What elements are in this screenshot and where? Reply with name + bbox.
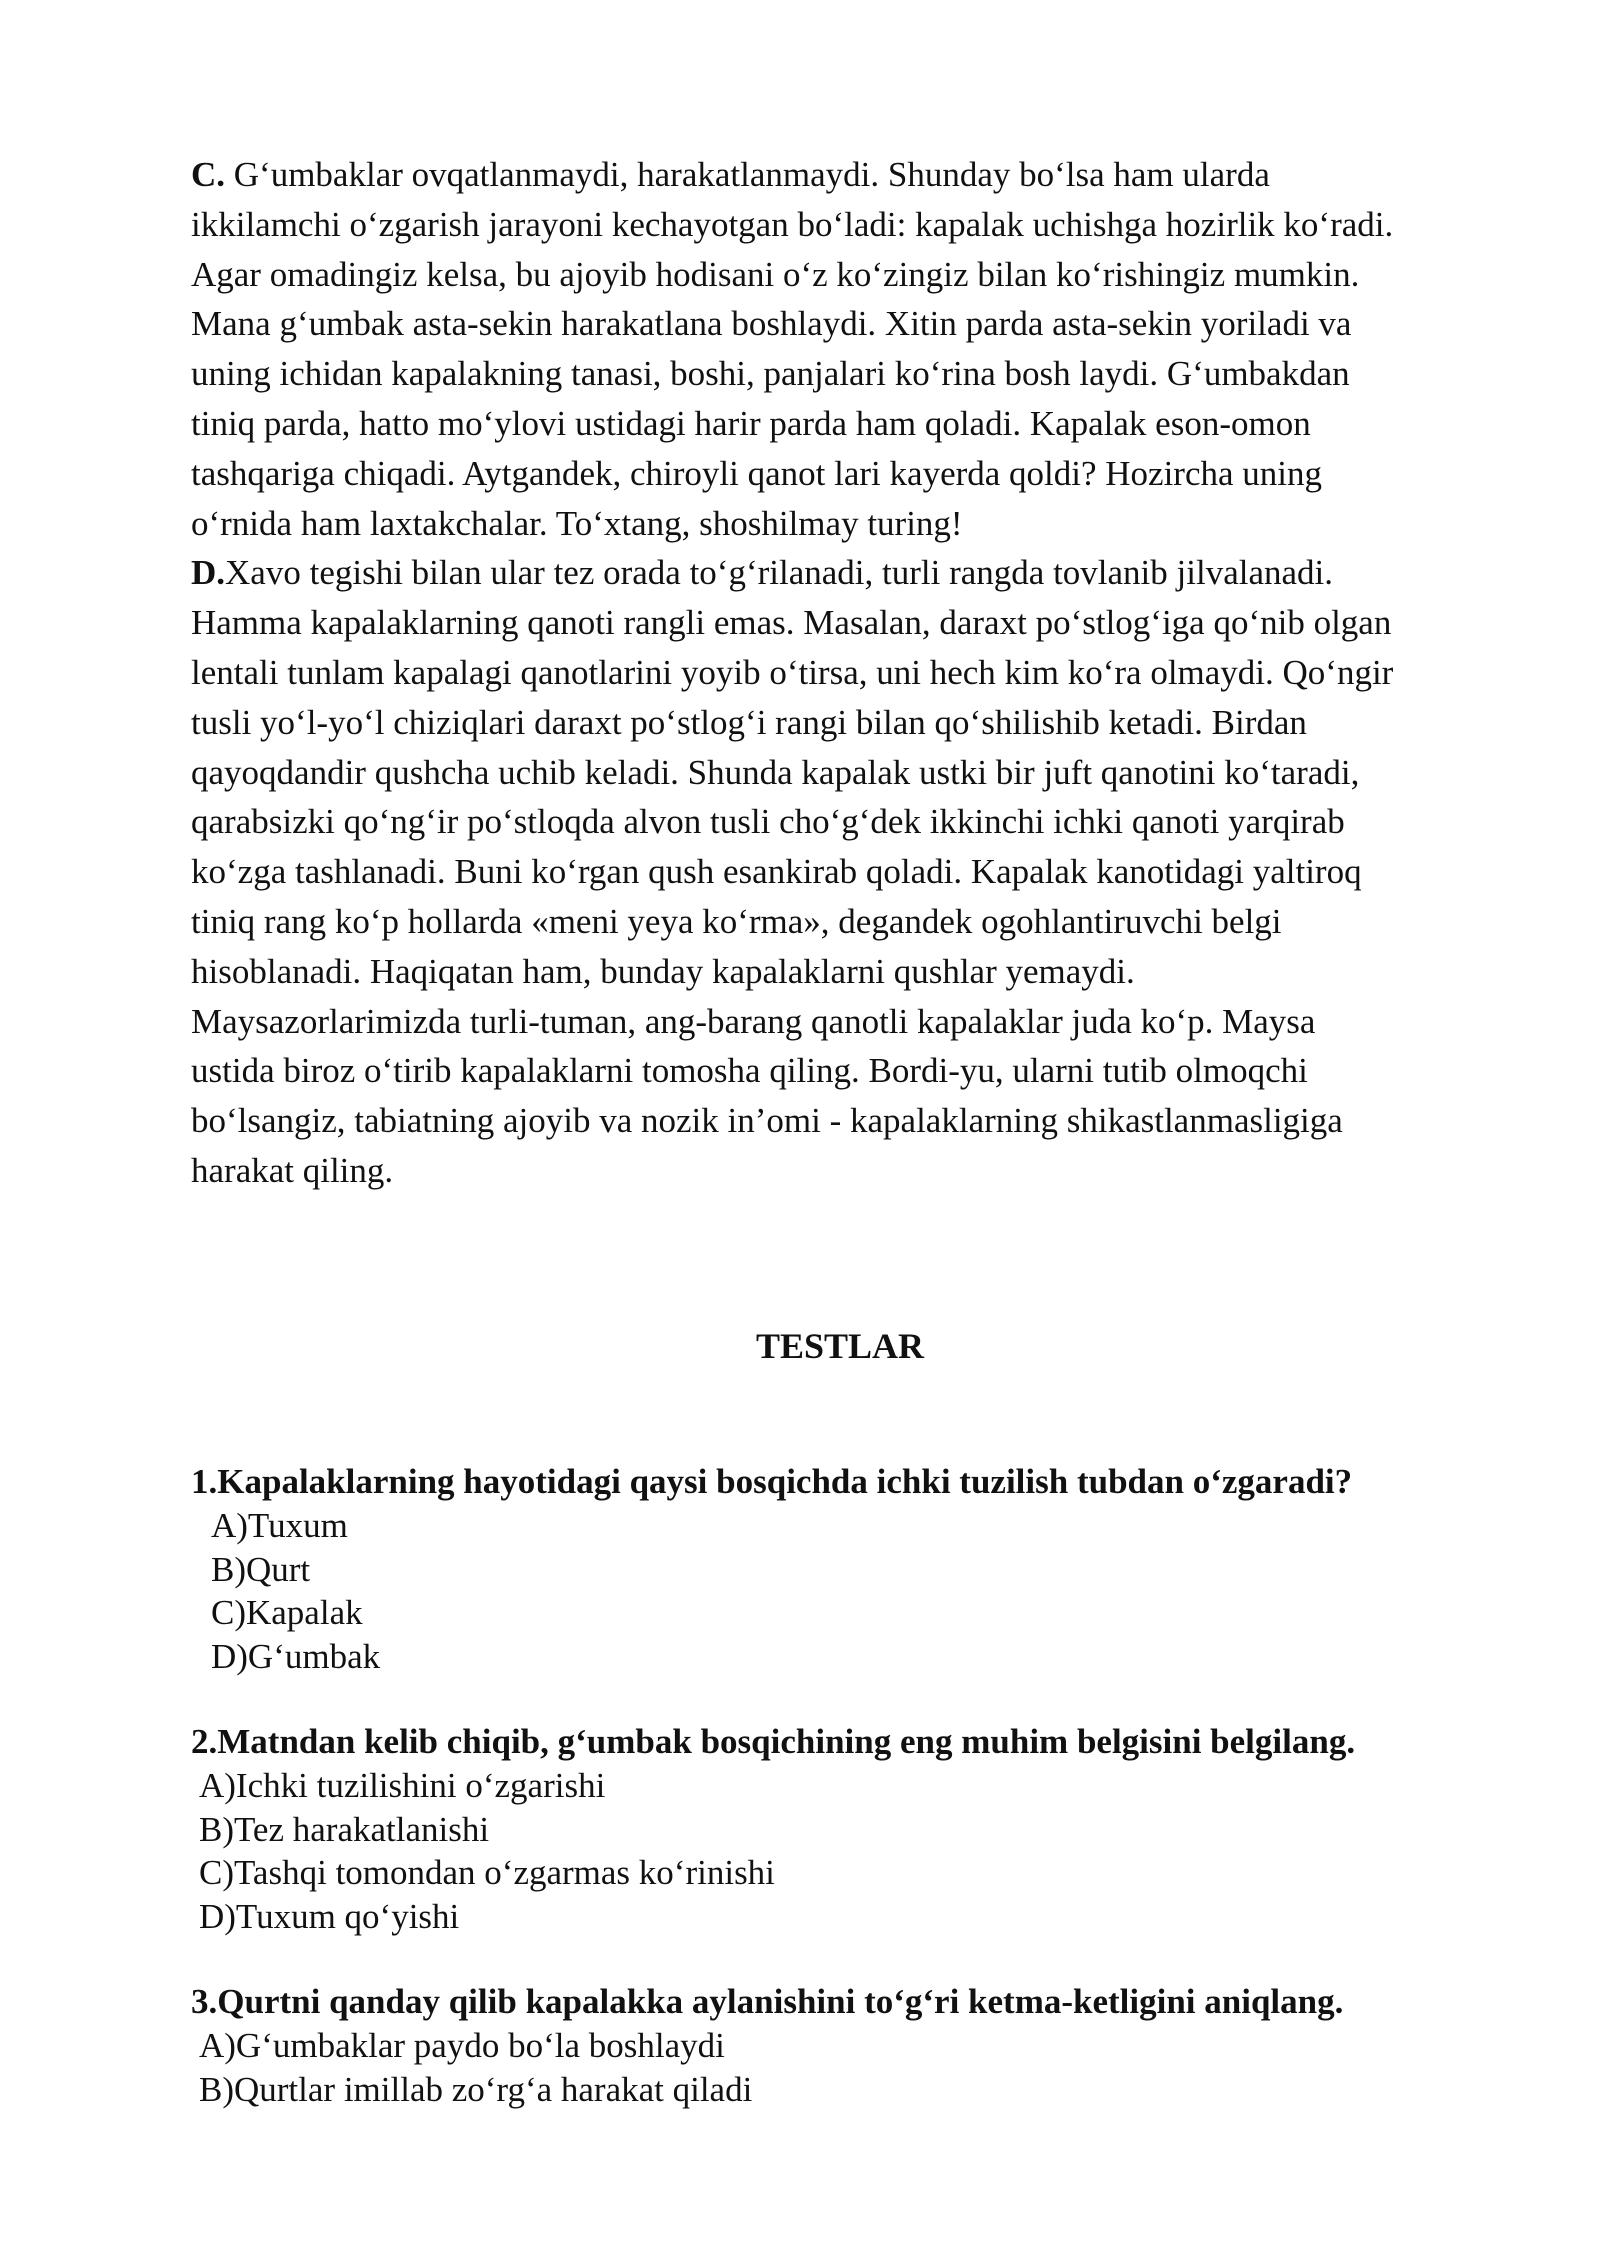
text-line: tiniq parda, hatto mo‘ylovi ustidagi harir parda ham qoladi. Kapalak eson-omon bbox=[191, 403, 1311, 443]
answer-options bbox=[191, 2024, 1521, 2111]
section-label: C. bbox=[191, 155, 226, 194]
answer-option-c: C)Tashqi tomondan o‘zgarmas ko‘rinishi bbox=[199, 1853, 775, 1892]
text-line: o‘rnida ham laxtakchalar. To‘xtang, shoshilmay turing! bbox=[191, 503, 963, 543]
answer-options bbox=[191, 1764, 1521, 1938]
text-line: ikkilamchi o‘zgarish jarayoni kechayotgan bo‘ladi: kapalak uchishga hozirlik ko‘radi. bbox=[191, 204, 1394, 244]
text-line: Agar omadingiz kelsa, bu ajoyib hodisani o‘z ko‘zingiz bilan ko‘rishingiz mumkin. bbox=[191, 254, 1360, 294]
answer-option-d: D)Tuxum qo‘yishi bbox=[199, 1896, 460, 1936]
line-text: Xavo tegishi bilan ular tez orada to‘g‘rilanadi, turli rangda tovlanib jilvalanadi. bbox=[225, 553, 1333, 593]
answer-option-b: B)Tez harakatlanishi bbox=[199, 1809, 490, 1849]
answer-option-d: D)G‘umbak bbox=[211, 1636, 381, 1676]
answer-option-b: B)Qurt bbox=[211, 1549, 311, 1589]
test-question-1 bbox=[191, 1460, 1521, 1678]
passage-section-c bbox=[191, 150, 1521, 1196]
answer-option-c: C)Kapalak bbox=[211, 1593, 363, 1632]
text-line: ustida biroz o‘tirib kapalaklarni tomosha qiling. Bordi-yu, ularni tutib olmoqchi bbox=[191, 1051, 1308, 1091]
section-label: D. bbox=[191, 553, 226, 593]
answer-option-a: A)Tuxum bbox=[211, 1506, 348, 1545]
text-line: Hamma kapalaklarning qanoti rangli emas. Masalan, daraxt po‘stlog‘iga qo‘nib olgan bbox=[191, 603, 1392, 643]
text-line: lentali tunlam kapalagi qanotlarini yoyib o‘tirsa, uni hech kim ko‘ra olmaydi. Qo‘ngir bbox=[191, 652, 1394, 692]
text-line bbox=[191, 150, 1521, 200]
test-question-3 bbox=[191, 1980, 1521, 2111]
question-text: 2.Matndan kelib chiqib, g‘umbak bosqichining eng muhim belgisini belgilang. bbox=[191, 1722, 1356, 1761]
question-text: 3.Qurtni qanday qilib kapalakka aylanishini to‘g‘ri ketma-ketligini aniqlang. bbox=[191, 1982, 1344, 2021]
text-line: qayoqdandir qushcha uchib keladi. Shunda kapalak ustki bir juft qanotini ko‘taradi, bbox=[191, 752, 1360, 792]
answer-option-a: A)G‘umbaklar paydo bo‘la boshlaydi bbox=[199, 2026, 725, 2065]
text-line: uning ichidan kapalakning tanasi, boshi, panjalari ko‘rina bosh laydi. G‘umbakdan bbox=[191, 354, 1350, 394]
text-line: tusli yo‘l-yo‘l chiziqlari daraxt po‘stlog‘i rangi bilan qo‘shilishib ketadi. Birdan bbox=[191, 702, 1307, 742]
answer-options bbox=[191, 1504, 1521, 1678]
test-question-2 bbox=[191, 1720, 1521, 1938]
question-text: 1.Kapalaklarning hayotidagi qaysi bosqichda ichki tuzilish tubdan o‘zgaradi? bbox=[191, 1462, 1353, 1501]
text-line: ko‘zga tashlanadi. Buni ko‘rgan qush esankirab qoladi. Kapalak kanotidagi yaltiroq bbox=[191, 852, 1362, 892]
text-line: qarabsizki qo‘ng‘ir po‘stloqda alvon tusli cho‘g‘dek ikkinchi ichki qanoti yarqirab bbox=[191, 802, 1345, 842]
line-text: G‘umbaklar ovqatlanmaydi, harakatlanmaydi. Shunday bo‘lsa ham ularda bbox=[225, 155, 1270, 194]
answer-option-a: A)Ichki tuzilishini o‘zgarishi bbox=[199, 1766, 606, 1805]
text-line: tashqariga chiqadi. Aytgandek, chiroyli qanot lari kayerda qoldi? Hozircha uning bbox=[191, 453, 1323, 493]
tests-heading: TESTLAR bbox=[755, 1326, 925, 1366]
text-line: hisoblanadi. Haqiqatan ham, bunday kapalaklarni qushlar yemaydi. bbox=[191, 951, 1135, 991]
text-line bbox=[191, 548, 1521, 598]
text-line: tiniq rang ko‘p hollarda «meni yeya ko‘rma», degandek ogohlantiruvchi belgi bbox=[191, 901, 1282, 941]
text-line: bo‘lsangiz, tabiatning ajoyib va nozik in’omi - kapalaklarning shikastlanmasligiga bbox=[191, 1101, 1343, 1141]
answer-option-b: B)Qurtlar imillab zo‘rg‘a harakat qiladi bbox=[199, 2069, 753, 2109]
text-line: harakat qiling. bbox=[191, 1150, 394, 1190]
text-line: Maysazorlarimizda turli-tuman, ang-barang qanotli kapalaklar juda ko‘p. Maysa bbox=[191, 1001, 1316, 1041]
text-line: Mana g‘umbak asta-sekin harakatlana boshlaydi. Xitin parda asta-sekin yoriladi va bbox=[191, 304, 1352, 344]
